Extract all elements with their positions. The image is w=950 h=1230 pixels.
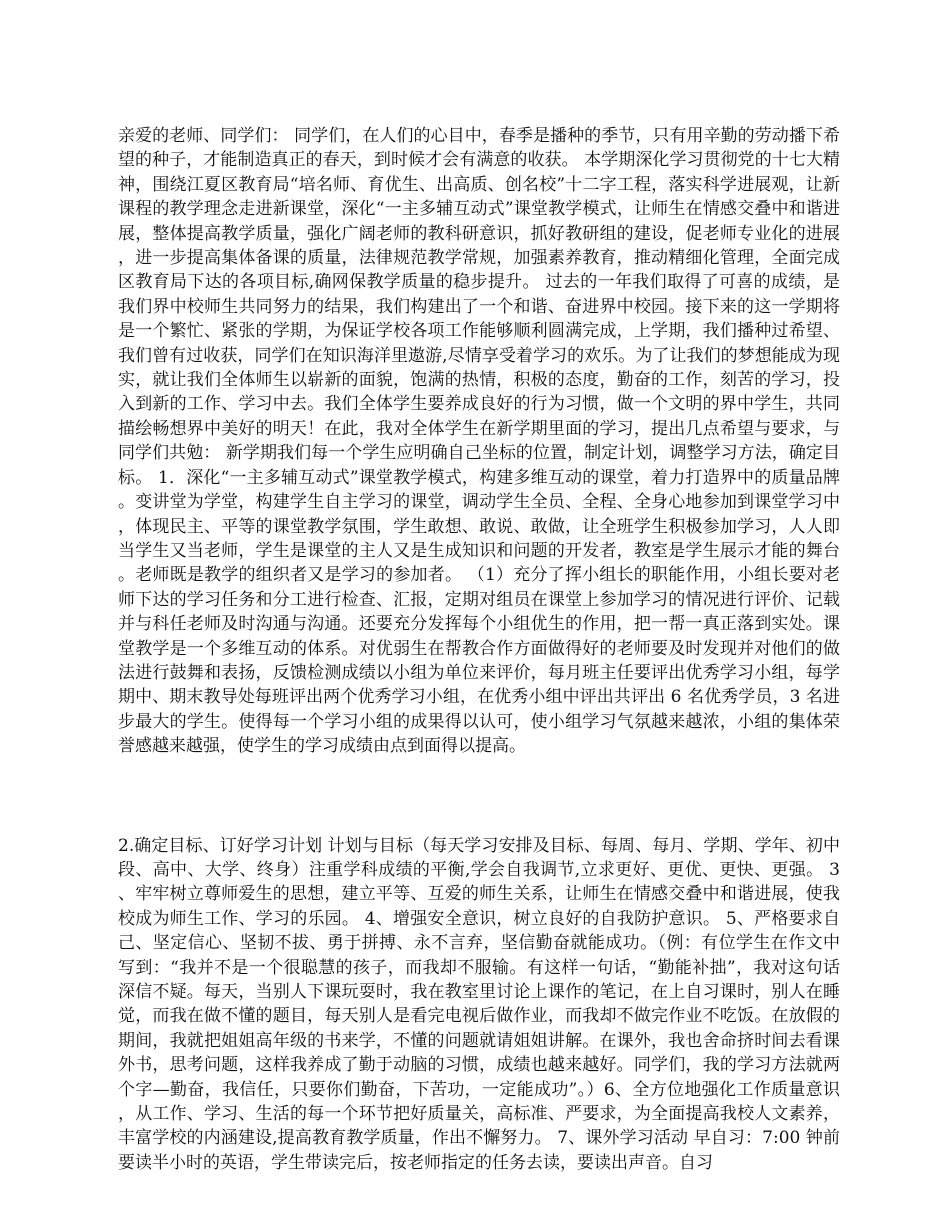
paragraph-spacer [118, 759, 840, 834]
document-page [118, 124, 840, 1175]
body-paragraph-1: 亲爱的老师、同学们： 同学们，在人们的心目中，春季是播种的季节，只有用辛勤的劳动播下希望的种子，才能制造真正的春天，到时候才会有满意的收获。 本学期深化学习贯彻党的十七大精神，围绕江夏区教育局“培名师、育优生、出高质、创名校”十二字工程，落实科学进展观，让新课程的教学理念走进新课堂，深化“一主多辅互动式”课堂教学模式，让师生在情感交叠中和谐进展，整体提高教学质量，强化广阔老师的教科研意识，抓好教研组的建设，促老师专业化的进展，进一步提高集体备课的质量，法律规范教学常规，加强素养教育，推动精细化管理，全面完成区教育局下达的各项目标,确网保教学质量的稳步提升。 过去的一年我们取得了可喜的成绩，是我们界中校师生共同努力的结果，我们构建出了一个和谐、奋进界中校园。接下来的这一学期将是一个繁忙、紧张的学期，为保证学校各项工作能够顺利圆满完成，上学期，我们播种过希望、我们曾有过收获，同学们在知识海洋里遨游,尽情享受着学习的欢乐。为了让我们的梦想能成为现实，就让我们全体师生以崭新的面貌，饱满的热情，积极的态度，勤奋的工作，刻苦的学习，投入到新的工作、学习中去。我们全体学生要养成良好的行为习惯，做一个文明的界中学生，共同描绘畅想界中美好的明天！在此，我对全体学生在新学期里面的学习，提出几点希望与要求，与同学们共勉： 新学期我们每一个学生应明确自己坐标的位置，制定计划，调整学习方法，确定目标。 1．深化“一主多辅互动式”课堂教学模式，构建多维互动的课堂，着力打造界中的质量品牌。变讲堂为学堂，构建学生自主学习的课堂，调动学生全员、全程、全身心地参加到课堂学习中，体现民主、平等的课堂教学氛围，学生敢想、敢说、敢做，让全班学生积极参加学习，人人即当学生又当老师，学生是课堂的主人又是生成知识和问题的开发者，教室是学生展示才能的舞台。老师既是教学的组织者又是学习的参加者。 （1）充分了挥小组长的职能作用，小组长要对老师下达的学习任务和分工进行检查、汇报，定期对组员在课堂上参加学习的情况进行评价、记载并与科任老师及时沟通与沟通。还要充分发挥每个小组优生的作用，把一帮一真正落到实处。课堂教学是一个多维互动的体系。对优弱生在帮教合作方面做得好的老师要及时发现并对他们的做法进行鼓舞和表扬，反馈检测成绩以小组为单位来评价，每月班主任要评出优秀学习小组，每学期中、期末教导处每班评出两个优秀学习小组，在优秀小组中评出共评出 6 名优秀学员，3 名进步最大的学生。使得每一个学习小组的成果得以认可，使小组学习气氛越来越浓，小组的集体荣誉感越来越强，使学生的学习成绩由点到面得以提高。 [118, 126, 840, 757]
body-paragraph-2: 2.确定目标、订好学习计划 计划与目标（每天学习安排及目标、每周、每月、学期、学年、初中段、高中、大学、终身）注重学科成绩的平衡,学会自我调节,立求更好、更优、更快、更强。 3、牢牢树立尊师爱生的思想，建立平等、互爱的师生关系，让师生在情感交叠中和谐进展，使我校成为师生工作、学习的乐园。 4、增强安全意识，树立良好的自我防护意识。 5、严格要求自己、坚定信心、坚韧不拔、勇于拼搏、永不言弃，坚信勤奋就能成功。（例：有位学生在作文中写到：“我并不是一个很聪慧的孩子，而我却不服输。有这样一句话，“勤能补拙”，我对这句话深信不疑。每天，当别人下课玩耍时，我在教室里讨论上课作的笔记，在上自习课时，别人在睡觉，而我在做不懂的题目，每天别人是看完电视后做作业，而我却不做完作业不吃饭。在放假的期间，我就把姐姐高年级的书来学，不懂的问题就请姐姐讲解。在课外，我也舍命挤时间去看课外书，思考问题，这样我养成了勤于动脑的习惯，成绩也越来越好。同学们，我的学习方法就两个字—勤奋，我信任，只要你们勤奋，下苦功，一定能成功”。）6、全方位地强化工作质量意识，从工作、学习、生活的每一个环节把好质量关，高标准、严要求，为全面提高我校人文素养，丰富学校的内涵建设,提高教育教学质量，作出不懈努力。 7、课外学习活动 早自习：7:00 钟前要读半小时的英语，学生带读完后，按老师指定的任务去读，要读出声音。自习 [118, 835, 840, 1173]
